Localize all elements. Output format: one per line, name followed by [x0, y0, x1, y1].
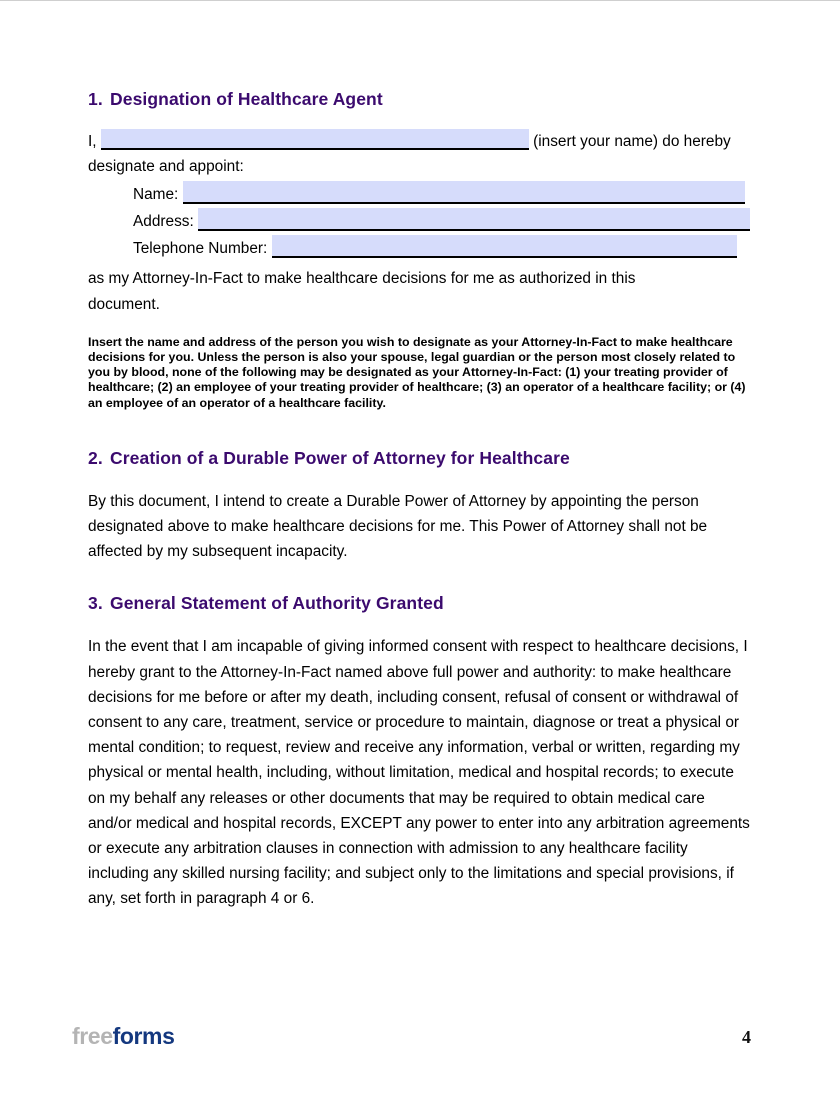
section-2-body: By this document, I intend to create a Durable Power of Attorney by appointing the person designated above to make healthcare decisions for me. This Power of Attorney shall not be affected by my subsequent incapacity. — [88, 492, 708, 561]
your-name-input[interactable] — [101, 129, 529, 150]
agent-name-row — [88, 181, 752, 208]
section-2-heading — [88, 448, 752, 469]
section-1-fine-print: Insert the name and address of the person you wish to designate as your Attorney-In-Fact to make healthcare decisions for you. Unless the person is also your spouse, legal guardian or the person most closely related to you by blood, none of the following may be designated as your Attorney-In-Fact: (1) your treating provider of healthcare; (2) an employee of your treating provider of healthcare; (3) an operator of a healthcare facility; or (4) an employee of an operator of a healthcare facility. — [88, 334, 746, 410]
agent-name-input[interactable] — [183, 181, 745, 204]
section-1-title: Designation of Healthcare Agent — [110, 89, 383, 109]
designate-appoint-line: designate and appoint: — [88, 158, 244, 176]
section-3-body: In the event that I am incapable of giving informed consent with respect to healthcare decisions, I hereby grant to the Attorney-In-Fact named above full power and authority: to make healthcare decisions for me before or after my death, including consent, refusal of consent or withdrawal of consent to any care, treatment, service or procedure to maintain, diagnose or treat a physical or mental condition; to request, review and receive any information, verbal or written, regarding my physical or mental health, including, without limitation, medical and hospital records; to execute on my behalf any releases or other documents that may be required to obtain medical care and/or medical and hospital records, EXCEPT any power to enter into any arbitration agreements or execute any arbitration clauses in connection with admission to any healthcare facility including any skilled nursing facility; and subject only to the limitations and special provisions, if any, set forth in paragraph 4 or 6. — [88, 638, 750, 908]
page-footer — [0, 1023, 840, 1063]
agent-address-row — [88, 208, 752, 235]
agent-telephone-input[interactable] — [272, 235, 737, 258]
attorney-in-fact-closing-line1: as my Attorney-In-Fact to make healthcare decisions for me as authorized in this — [88, 270, 636, 288]
agent-name-label: Name: — [133, 186, 179, 204]
section-2-title: Creation of a Durable Power of Attorney for Healthcare — [110, 447, 570, 468]
agent-address-input[interactable] — [198, 208, 750, 231]
page-number: 4 — [742, 1027, 751, 1047]
intro-suffix: (insert your name) do hereby — [533, 133, 731, 150]
logo-free-text: free — [72, 1023, 113, 1049]
agent-telephone-label: Telephone Number: — [133, 240, 268, 258]
freeforms-logo — [72, 1023, 175, 1050]
attorney-in-fact-closing-line2: document. — [88, 295, 160, 313]
section-3-heading — [88, 593, 752, 614]
section-1-heading — [88, 89, 752, 110]
section-3-title: General Statement of Authority Granted — [110, 593, 444, 614]
section-1-number: 1. — [88, 89, 103, 109]
page-content — [88, 1, 752, 912]
section-3-number: 3. — [88, 593, 103, 614]
agent-telephone-row — [88, 235, 752, 262]
agent-address-label: Address: — [133, 213, 194, 231]
intro-prefix: I, — [88, 133, 97, 150]
section-2-number: 2. — [88, 447, 103, 468]
name-intro-row — [88, 129, 752, 154]
logo-forms-text: forms — [112, 1023, 175, 1049]
